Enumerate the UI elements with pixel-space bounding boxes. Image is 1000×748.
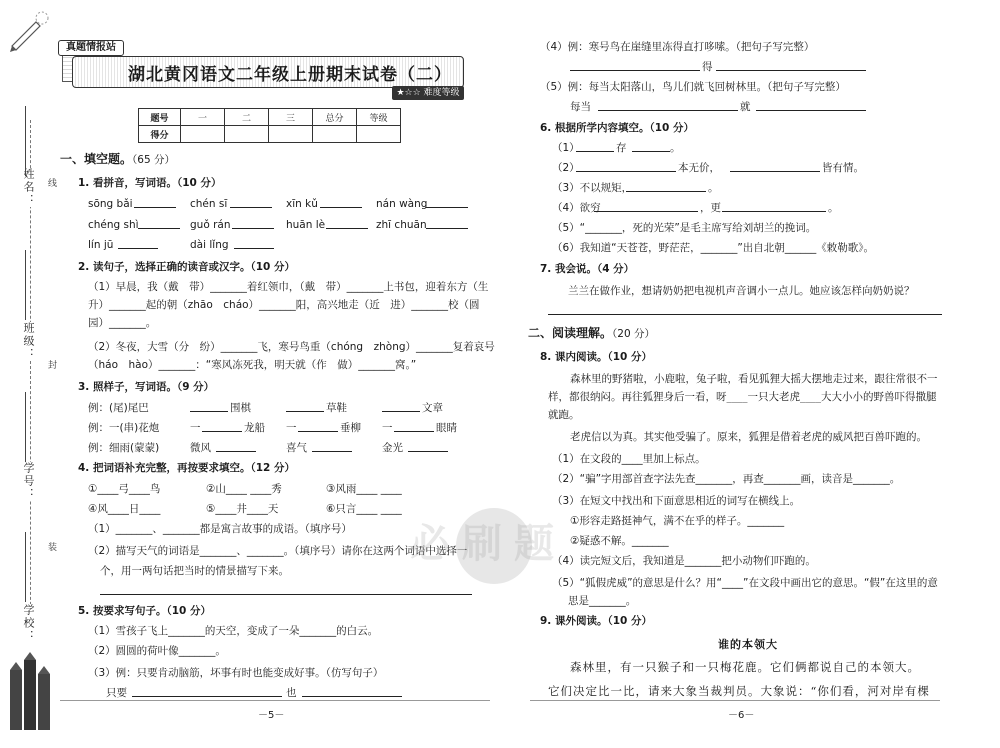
story-title: 谁的本领大 — [718, 638, 778, 651]
answer-blank[interactable] — [756, 110, 866, 111]
pinyin-2: chén sī — [190, 198, 228, 210]
table-cell: 总分 — [313, 109, 357, 126]
answer-blank[interactable] — [716, 70, 866, 71]
q6-text: ，更 — [700, 202, 721, 214]
q8-sub-3: （3）在短文中找出和下面意思相近的词写在横线上。 — [552, 495, 801, 507]
q8-sub-4: （4）读完短文后，我知道是_______把小动物们吓跑的。 — [552, 555, 816, 567]
score-cell[interactable] — [181, 126, 225, 143]
pinyin-1: sōng bǎi — [88, 198, 133, 210]
q3-word: 一 — [382, 422, 393, 434]
question-8: 8. 课内阅读。（10 分） — [540, 351, 652, 363]
pencil-icon — [6, 8, 50, 52]
q6-4: （4）欲穷 — [552, 202, 601, 214]
q2-line-4: （2）冬夜，大雪（分 纷）_______飞，寒号鸟重（chóng zhòng）_______复着哀号 — [88, 341, 495, 353]
answer-blank[interactable] — [298, 431, 338, 432]
binding-strip — [0, 0, 56, 748]
passage-line-4: 老虎信以为真。其实他受骗了。原来，狐狸是借着老虎的威风把百兽吓跑的。 — [570, 431, 927, 443]
answer-blank[interactable] — [138, 228, 180, 229]
answer-blank[interactable] — [230, 207, 272, 208]
table-cell: 三 — [269, 109, 313, 126]
score-table — [138, 108, 401, 143]
answer-blank[interactable] — [598, 110, 738, 111]
section-1-heading: 一、填空题。（65 分） — [60, 152, 175, 166]
q5-sub-1: （1）雪孩子飞上_______的天空，变成了一朵_______的白云。 — [88, 625, 379, 637]
class-line — [25, 250, 26, 320]
passage-line-3: 就跑。 — [548, 409, 580, 421]
q6-text: 皆有情。 — [822, 162, 864, 174]
q3-word: 围棋 — [230, 402, 251, 414]
q3-word: 一 — [190, 422, 201, 434]
q6-1-prefix: （1） — [552, 142, 580, 154]
answer-blank[interactable] — [216, 451, 256, 452]
q6-3: （3）不以规矩， — [552, 182, 633, 194]
q8-sub-1: （1）在文段的____里加上标点。 — [552, 453, 706, 465]
q3-word: 微风 — [190, 442, 211, 454]
answer-blank[interactable] — [202, 431, 242, 432]
q5-example-jiu: 就 — [740, 101, 751, 113]
answer-blank[interactable] — [382, 411, 420, 412]
q8-sub-3b: ②疑惑不解。_______ — [570, 535, 669, 547]
castle-decoration-icon — [6, 650, 52, 730]
q4-item: ⑥只言____ ____ — [326, 503, 402, 515]
q5-sub-3-only: 只要 — [106, 687, 127, 699]
score-cell[interactable] — [225, 126, 269, 143]
answer-blank[interactable] — [570, 70, 700, 71]
answer-line[interactable] — [548, 314, 942, 315]
answer-blank[interactable] — [234, 248, 274, 249]
answer-blank[interactable] — [408, 451, 448, 452]
q6-text: 存 — [616, 142, 627, 154]
q3-word: 草鞋 — [326, 402, 347, 414]
q4-item: ①____弓____鸟 — [88, 483, 161, 495]
q4-sub-1: （1）_______、_______都是寓言故事的成语。（填序号） — [88, 523, 352, 535]
left-page-rule — [60, 700, 490, 701]
q3-example-1: 例：(尾)尾巴 — [88, 402, 149, 414]
right-page-number: －6－ — [728, 710, 755, 721]
left-page-number: －5－ — [258, 710, 285, 721]
pinyin-7: huān lè — [286, 219, 326, 231]
q2-line-1: （1）早晨，我（戴 带）_______着红领巾，（戴 带）_______上书包，迎着东方（生 — [88, 281, 489, 293]
q4-example: （4）例：寒号鸟在崖缝里冻得直打哆嗦。（把句子写完整） — [540, 41, 815, 53]
q3-example-3: 例：细雨(蒙蒙) — [88, 442, 160, 454]
q6-6: （6）我知道“天苍苍，野茫茫，_______”出自北朝______《敕勒歌》。 — [552, 242, 875, 254]
answer-blank[interactable] — [576, 171, 676, 172]
q6-text: 。 — [828, 202, 839, 214]
question-4: 4. 把词语补充完整，再按要求填空。（12 分） — [78, 462, 295, 474]
answer-blank[interactable] — [326, 228, 368, 229]
q6-5: （5）“_______，死的光荣”是毛主席写给刘胡兰的挽词。 — [552, 222, 817, 234]
table-cell: 二 — [225, 109, 269, 126]
q3-word: 文章 — [422, 402, 443, 414]
question-7: 7. 我会说。（4 分） — [540, 263, 635, 275]
bind-word: 装 — [48, 540, 57, 553]
answer-blank[interactable] — [594, 211, 698, 212]
section-2-heading: 二、阅读理解。（20 分） — [528, 326, 655, 340]
answer-blank[interactable] — [394, 431, 434, 432]
q4-sub-2a: （2）描写天气的词语是_______、_______。（填序号）请你在这两个词语中选择一 — [88, 545, 468, 557]
q6-text: 本无价， — [678, 162, 720, 174]
school-label: 学校： — [22, 604, 35, 643]
school-line — [25, 532, 26, 602]
passage-line-1: 森林里的野猪啦，小鹿啦，兔子啦，看见狐狸大摇大摆地走过来，跟往常很不一 — [570, 373, 938, 385]
story-line-2: 它们决定比一比，请来大象当裁判员。大象说：“你们看，河对岸有棵 — [548, 684, 930, 698]
page-title: 湖北黄冈语文二年级上册期末试卷（二） — [128, 65, 452, 85]
score-table-score-row — [139, 126, 401, 143]
q3-word: 一 — [286, 422, 297, 434]
answer-blank[interactable] — [134, 207, 176, 208]
pinyin-8: zhī chuān — [376, 219, 427, 231]
answer-blank[interactable] — [232, 228, 274, 229]
score-cell[interactable] — [313, 126, 357, 143]
tag-label: 真题情报站 — [58, 40, 124, 56]
pinyin-3: xīn kǔ — [286, 198, 318, 210]
q8-sub-5a: （5）“狐假虎威”的意思是什么？用“____”在文段中画出它的意思。“假”在这里的意 — [552, 577, 938, 589]
score-table-header-row — [139, 109, 401, 126]
q4-item: ④风____日____ — [88, 503, 161, 515]
answer-blank[interactable] — [426, 228, 468, 229]
question-6: 6. 根据所学内容填空。（10 分） — [540, 122, 694, 134]
q2-line-5: （háo hào）_______：“寒风冻死我，明天就（作 做）_______窝。” — [88, 359, 417, 371]
answer-blank[interactable] — [286, 411, 324, 412]
question-3: 3. 照样子，写词语。（9 分） — [78, 381, 215, 393]
question-1: 1. 看拼音，写词语。（10 分） — [78, 177, 222, 189]
q4-example-de: 得 — [702, 61, 713, 73]
q3-example-2: 例：一(串)花炮 — [88, 422, 160, 434]
answer-line[interactable] — [100, 594, 472, 595]
q8-sub-3a: ①形容走路挺神气，满不在乎的样子。_______ — [570, 515, 785, 527]
q8-sub-5b: 思是_______。 — [568, 595, 637, 607]
pinyin-4: nán wàng — [376, 198, 428, 210]
question-2: 2. 读句子，选择正确的读音或汉字。（10 分） — [78, 261, 295, 273]
q3-word: 喜气 — [286, 442, 307, 454]
story-line-1: 森林里，有一只猴子和一只梅花鹿。它们俩都说自己的本领大。 — [570, 660, 920, 674]
answer-blank[interactable] — [320, 207, 362, 208]
passage-line-2: 样，都很纳闷。再往狐狸身后一看，呀____一只大老虎____大大小小的野兽吓得撒腿 — [548, 391, 937, 403]
class-label: 班级： — [22, 322, 35, 361]
answer-blank[interactable] — [626, 191, 706, 192]
q8-sub-2: （2）“骗”字用部首查字法先查_______，再查_______画，读音是_______。 — [552, 473, 901, 485]
right-page-rule — [530, 700, 940, 701]
q6-text: 。 — [708, 182, 719, 194]
answer-blank[interactable] — [190, 411, 228, 412]
answer-blank[interactable] — [426, 207, 468, 208]
score-cell[interactable] — [357, 126, 401, 143]
difficulty-badge: ★☆☆ 难度等级 — [392, 86, 464, 100]
q7-text: 兰兰在做作业，想请奶奶把电视机声音调小一点儿。她应该怎样向奶奶说？ — [568, 285, 915, 297]
q4-item: ③风雨____ ____ — [326, 483, 402, 495]
q5-sub-2: （2）圆圆的荷叶像_______。 — [88, 645, 226, 657]
pinyin-9: lín jū — [88, 239, 114, 251]
answer-blank[interactable] — [576, 151, 614, 152]
q5-example-meidang: 每当 — [570, 101, 591, 113]
q2-line-2: 升）_______起的朝（zhāo cháo）_______阳，高兴地走（近 进）_______校（圆 — [88, 299, 480, 311]
line-word: 线 — [48, 176, 57, 189]
answer-blank[interactable] — [312, 451, 352, 452]
answer-blank[interactable] — [722, 211, 826, 212]
name-label: 姓名： — [22, 168, 35, 207]
table-cell: 题号 — [139, 109, 181, 126]
pinyin-10: dài lǐng — [190, 239, 229, 251]
id-label: 学号： — [22, 462, 35, 501]
score-cell[interactable] — [269, 126, 313, 143]
q3-word: 金光 — [382, 442, 403, 454]
answer-blank[interactable] — [132, 696, 282, 697]
table-cell: 一 — [181, 109, 225, 126]
q3-word: 垂柳 — [340, 422, 361, 434]
table-cell: 等级 — [357, 109, 401, 126]
q6-text: 。 — [670, 142, 681, 154]
table-cell: 得分 — [139, 126, 181, 143]
q4-sub-2b: 个，用一两句话把当时的情景描写下来。 — [100, 565, 289, 577]
question-9: 9. 课外阅读。（10 分） — [540, 615, 652, 627]
answer-blank[interactable] — [632, 151, 670, 152]
answer-blank[interactable] — [118, 248, 158, 249]
q5-sub-3-also: 也 — [286, 687, 297, 699]
id-line — [25, 392, 26, 462]
q4-item: ②山____ ____秀 — [206, 483, 282, 495]
q5-sub-3: （3）例：只要肯动脑筋，坏事有时也能变成好事。（仿写句子） — [88, 667, 384, 679]
q2-line-3: 园）_______。 — [88, 317, 157, 329]
answer-blank[interactable] — [730, 171, 820, 172]
watermark: 必刷题 — [410, 521, 566, 567]
q3-word: 龙船 — [244, 422, 265, 434]
pinyin-5: chéng shì — [88, 219, 139, 231]
pinyin-6: guǒ rán — [190, 219, 231, 231]
q4-item: ⑤____井____天 — [206, 503, 279, 515]
name-line — [25, 106, 26, 176]
answer-blank[interactable] — [302, 696, 402, 697]
q5-example: （5）例：每当太阳落山，鸟儿们就飞回树林里。（把句子写完整） — [540, 81, 846, 93]
question-5: 5. 按要求写句子。（10 分） — [78, 605, 211, 617]
q3-word: 眼睛 — [436, 422, 457, 434]
q6-2-prefix: （2） — [552, 162, 580, 174]
seal-word: 封 — [48, 358, 57, 371]
